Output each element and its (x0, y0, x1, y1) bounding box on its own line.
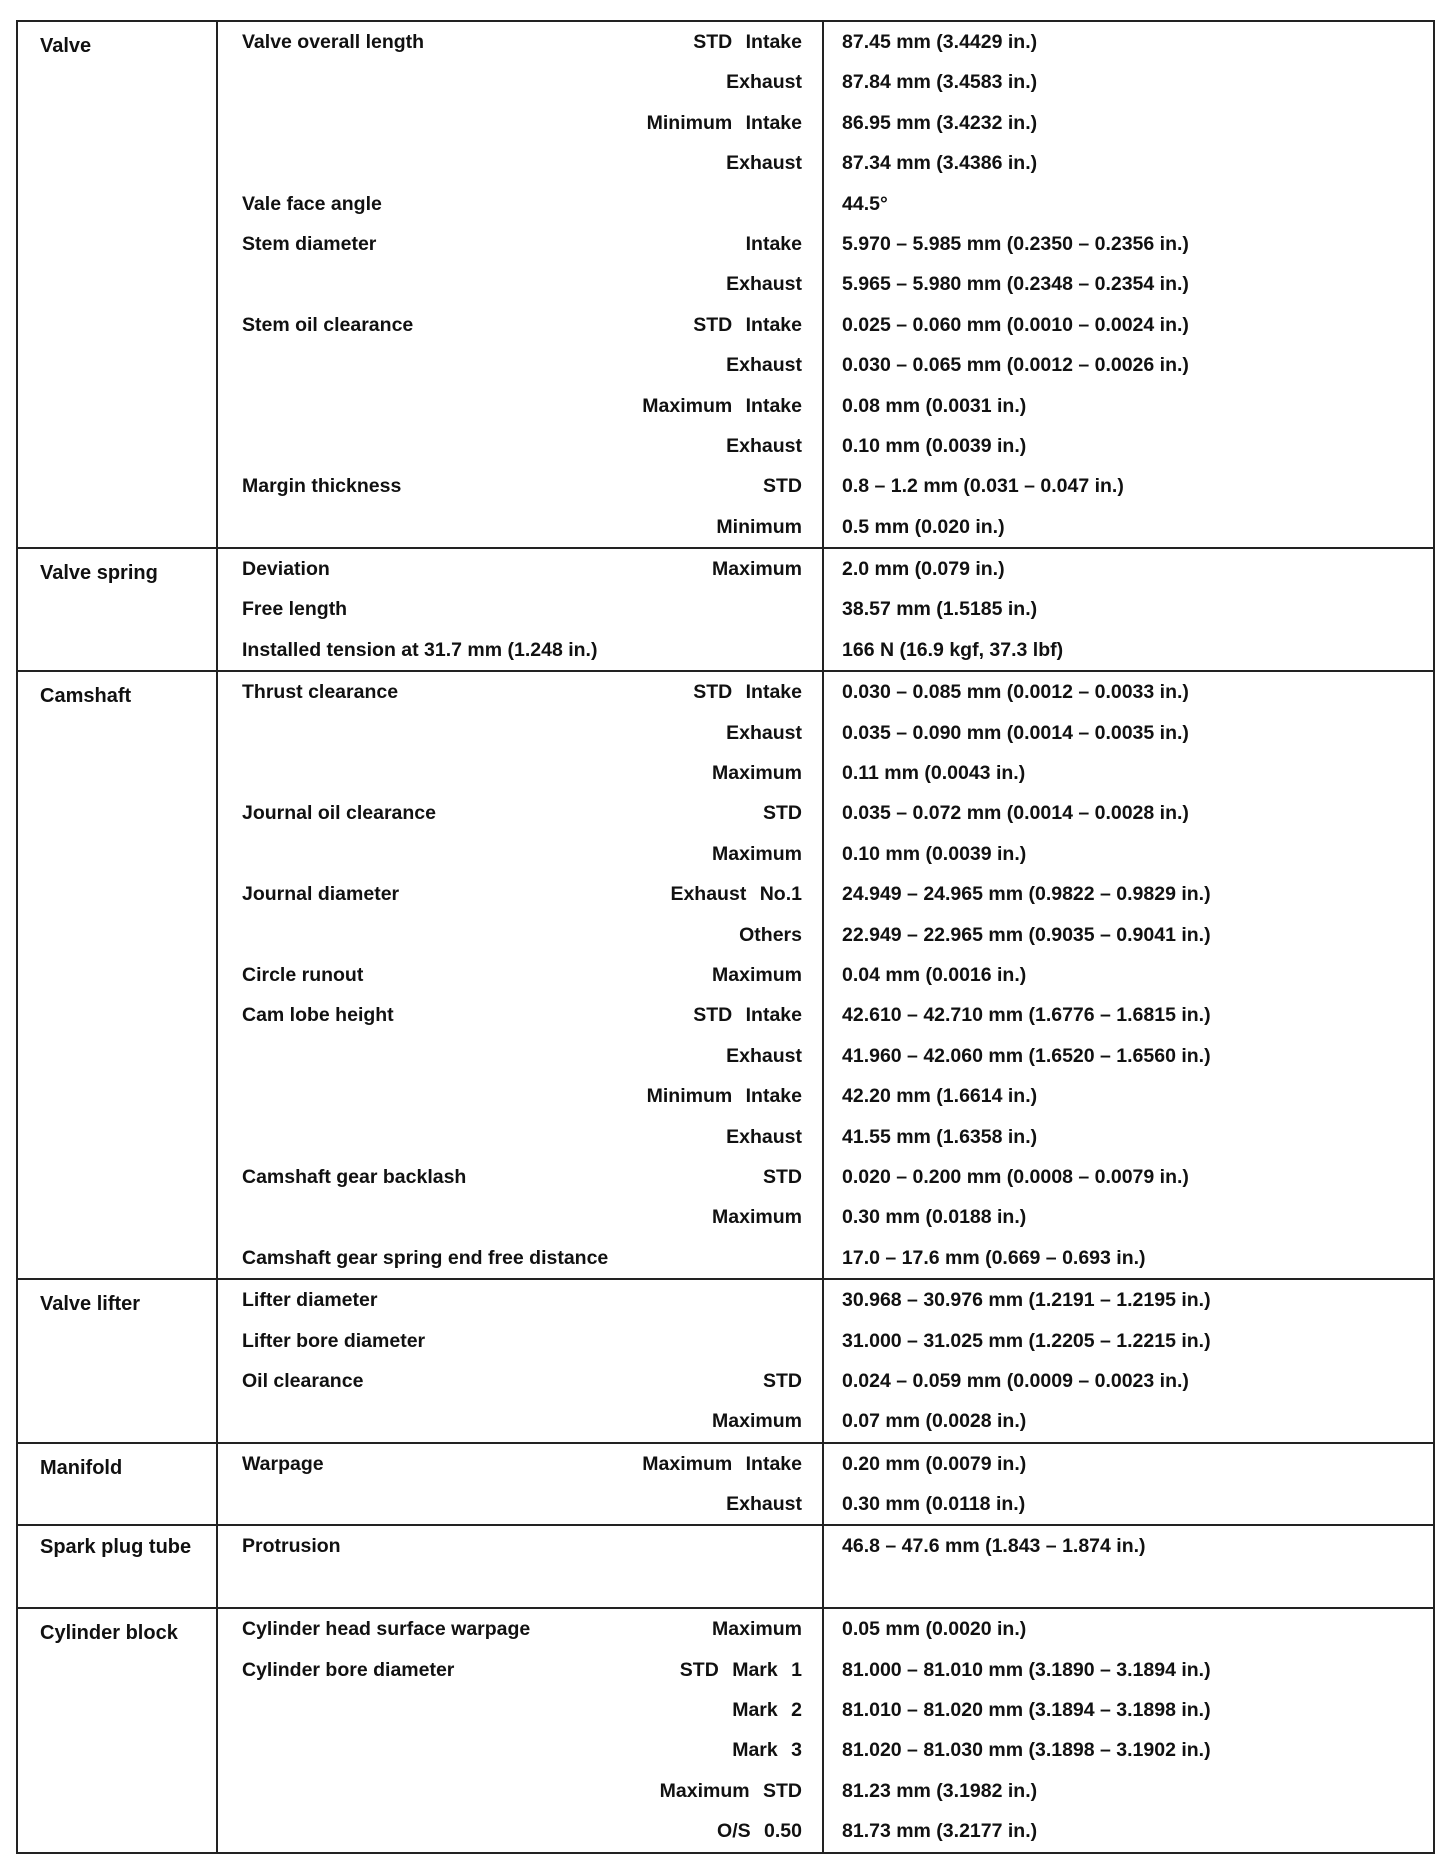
item-line (218, 753, 822, 793)
item-condition: Maximum (712, 558, 802, 581)
spec-value: 17.0 – 17.6 mm (0.669 – 0.693 in.) (842, 1246, 1146, 1269)
item-line (218, 549, 822, 589)
value-column (823, 671, 1434, 1279)
item-line (218, 1690, 822, 1730)
spec-value: 38.57 mm (1.5185 in.) (842, 598, 1038, 621)
item-line (218, 589, 822, 629)
section-row (17, 671, 1434, 1279)
value-column (823, 548, 1434, 671)
item-line (218, 386, 822, 426)
item-label: Deviation (242, 558, 330, 581)
item-label: Warpage (242, 1452, 324, 1475)
section-name: Spark plug tube (17, 1525, 217, 1608)
item-line (218, 1361, 822, 1401)
item-line (218, 1484, 822, 1524)
spec-value: 0.07 mm (0.0028 in.) (842, 1410, 1027, 1433)
item-condition: Maximum Intake (642, 1452, 802, 1475)
item-column (217, 1525, 823, 1608)
spec-value: 5.970 – 5.985 mm (0.2350 – 0.2356 in.) (842, 232, 1189, 255)
item-line (218, 1036, 822, 1076)
spec-value: 86.95 mm (3.4232 in.) (842, 111, 1038, 134)
item-column (217, 548, 823, 671)
section-name: Valve lifter (17, 1279, 217, 1443)
item-line (218, 1157, 822, 1197)
item-column (217, 1608, 823, 1852)
item-condition: STD (763, 475, 802, 498)
item-label: Protrusion (242, 1535, 341, 1558)
item-condition: O/S 0.50 (717, 1820, 802, 1843)
item-label: Journal oil clearance (242, 802, 437, 825)
item-line (218, 1238, 822, 1278)
spec-value: 0.10 mm (0.0039 in.) (842, 434, 1027, 457)
item-line (218, 1811, 822, 1851)
item-label: Valve overall length (242, 31, 425, 53)
item-condition: Mark 3 (732, 1739, 802, 1762)
item-condition: STD Intake (693, 681, 802, 704)
item-label: Stem diameter (242, 232, 377, 255)
item-condition: Intake (745, 232, 802, 255)
item-condition: Others (739, 923, 802, 946)
spec-value: 46.8 – 47.6 mm (1.843 – 1.874 in.) (842, 1535, 1146, 1558)
spec-table (16, 20, 1435, 1854)
item-condition: Exhaust (726, 1044, 802, 1067)
item-line (218, 713, 822, 753)
section-row (17, 1525, 1434, 1608)
spec-value: 0.30 mm (0.0188 in.) (842, 1206, 1027, 1229)
item-column (217, 1279, 823, 1443)
section-name: Cylinder block (17, 1608, 217, 1852)
item-condition: Exhaust (726, 1125, 802, 1148)
spec-value: 0.20 mm (0.0079 in.) (842, 1452, 1027, 1475)
item-condition: Maximum (712, 963, 802, 986)
item-line (218, 466, 822, 506)
spec-value: 30.968 – 30.976 mm (1.2191 – 1.2195 in.) (842, 1289, 1211, 1312)
value-column (823, 1443, 1434, 1526)
item-line (218, 345, 822, 385)
item-line (218, 672, 822, 712)
section-name: Camshaft (17, 671, 217, 1279)
item-condition: Exhaust (726, 273, 802, 296)
spec-value: 0.030 – 0.065 mm (0.0012 – 0.0026 in.) (842, 354, 1189, 377)
item-condition: Exhaust (726, 152, 802, 175)
item-condition: STD (763, 1165, 802, 1188)
section-name: Valve spring (17, 548, 217, 671)
spec-value: 81.000 – 81.010 mm (3.1890 – 3.1894 in.) (842, 1658, 1211, 1681)
item-line (218, 1401, 822, 1441)
item-label: Installed tension at 31.7 mm (1.248 in.) (242, 638, 598, 661)
item-line (218, 22, 822, 62)
item-label: Camshaft gear backlash (242, 1165, 467, 1188)
spec-value: 24.949 – 24.965 mm (0.9822 – 0.9829 in.) (842, 883, 1211, 906)
spec-value: 0.10 mm (0.0039 in.) (842, 842, 1027, 865)
item-label: Cylinder bore diameter (242, 1658, 455, 1681)
item-label: Oil clearance (242, 1369, 364, 1392)
spec-value: 87.84 mm (3.4583 in.) (842, 71, 1038, 94)
item-condition: Maximum (712, 1206, 802, 1229)
item-condition: Maximum Intake (642, 394, 802, 417)
item-label: Cylinder head surface warpage (242, 1618, 531, 1641)
spec-body (17, 21, 1434, 1853)
item-condition: STD Intake (693, 313, 802, 336)
value-column (823, 1279, 1434, 1443)
item-condition: Maximum (712, 762, 802, 785)
item-condition: Minimum Intake (646, 111, 802, 134)
item-condition: Maximum (712, 842, 802, 865)
item-line (218, 793, 822, 833)
spec-value: 41.960 – 42.060 mm (1.6520 – 1.6560 in.) (842, 1044, 1211, 1067)
spec-value: 81.010 – 81.020 mm (3.1894 – 3.1898 in.) (842, 1699, 1211, 1722)
value-column (823, 21, 1434, 548)
spec-value: 0.04 mm (0.0016 in.) (842, 963, 1027, 986)
item-condition: STD Intake (693, 31, 802, 53)
item-line (218, 1730, 822, 1770)
item-line (218, 143, 822, 183)
item-column (217, 671, 823, 1279)
item-label: Lifter bore diameter (242, 1329, 426, 1352)
item-column (217, 1443, 823, 1526)
spec-value: 2.0 mm (0.079 in.) (842, 558, 1005, 581)
spec-value: 0.030 – 0.085 mm (0.0012 – 0.0033 in.) (842, 681, 1189, 704)
spec-value: 31.000 – 31.025 mm (1.2205 – 1.2215 in.) (842, 1329, 1211, 1352)
item-condition: Exhaust (726, 1493, 802, 1516)
spec-value: 0.020 – 0.200 mm (0.0008 – 0.0079 in.) (842, 1165, 1189, 1188)
item-line (218, 507, 822, 547)
item-line (218, 1526, 822, 1566)
spec-value: 0.035 – 0.072 mm (0.0014 – 0.0028 in.) (842, 802, 1189, 825)
item-line (218, 1117, 822, 1157)
item-line (218, 224, 822, 264)
item-line (218, 834, 822, 874)
spec-value: 0.11 mm (0.0043 in.) (842, 762, 1026, 785)
item-label: Stem oil clearance (242, 313, 414, 336)
item-condition: Exhaust (726, 721, 802, 744)
item-line (218, 874, 822, 914)
spec-value: 0.05 mm (0.0020 in.) (842, 1618, 1027, 1641)
spec-value: 87.45 mm (3.4429 in.) (842, 31, 1038, 53)
item-line (218, 995, 822, 1035)
section-row (17, 1443, 1434, 1526)
item-condition: STD Mark 1 (679, 1658, 802, 1681)
spec-value: 41.55 mm (1.6358 in.) (842, 1125, 1038, 1148)
spec-value: 0.024 – 0.059 mm (0.0009 – 0.0023 in.) (842, 1369, 1189, 1392)
item-line (218, 1609, 822, 1649)
section-row (17, 1608, 1434, 1852)
item-line (218, 1197, 822, 1237)
item-line (218, 184, 822, 224)
item-condition: Maximum (712, 1410, 802, 1433)
spec-value: 0.5 mm (0.020 in.) (842, 515, 1005, 538)
item-line (218, 955, 822, 995)
item-line (218, 915, 822, 955)
section-row (17, 21, 1434, 548)
item-label: Journal diameter (242, 883, 400, 906)
spec-value: 42.610 – 42.710 mm (1.6776 – 1.6815 in.) (842, 1004, 1211, 1027)
value-column (823, 1608, 1434, 1852)
value-column (823, 1525, 1434, 1608)
item-column (217, 21, 823, 548)
spec-value: 81.23 mm (3.1982 in.) (842, 1779, 1038, 1802)
item-label: Vale face angle (242, 192, 382, 215)
item-condition: Exhaust (726, 71, 802, 94)
section-name: Manifold (17, 1443, 217, 1526)
item-line (218, 1771, 822, 1811)
spec-value: 5.965 – 5.980 mm (0.2348 – 0.2354 in.) (842, 273, 1189, 296)
item-line (218, 62, 822, 102)
item-line (218, 1280, 822, 1320)
item-line (218, 426, 822, 466)
item-condition: STD (763, 1369, 802, 1392)
section-row (17, 548, 1434, 671)
item-label: Thrust clearance (242, 681, 399, 704)
spec-value: 0.035 – 0.090 mm (0.0014 – 0.0035 in.) (842, 721, 1189, 744)
spec-value (824, 1567, 1433, 1607)
item-line (218, 1650, 822, 1690)
item-line (218, 264, 822, 304)
spec-value: 87.34 mm (3.4386 in.) (842, 152, 1038, 175)
item-condition: Minimum (716, 515, 802, 538)
section-row (17, 1279, 1434, 1443)
item-line (218, 103, 822, 143)
item-line (218, 630, 822, 670)
item-line (218, 1567, 822, 1607)
spec-value: 166 N (16.9 kgf, 37.3 lbf) (842, 638, 1064, 661)
spec-value: 81.020 – 81.030 mm (3.1898 – 3.1902 in.) (842, 1739, 1211, 1762)
item-condition: STD (763, 802, 802, 825)
item-label: Free length (242, 598, 348, 621)
item-condition: Minimum Intake (646, 1085, 802, 1108)
item-line (218, 1321, 822, 1361)
item-line (218, 1444, 822, 1484)
item-label: Circle runout (242, 963, 364, 986)
item-label: Lifter diameter (242, 1289, 378, 1312)
item-label: Cam lobe height (242, 1004, 394, 1027)
item-condition: Exhaust No.1 (670, 883, 802, 906)
item-line (218, 305, 822, 345)
spec-value: 0.025 – 0.060 mm (0.0010 – 0.0024 in.) (842, 313, 1189, 336)
item-label: Margin thickness (242, 475, 402, 498)
item-condition: Exhaust (726, 434, 802, 457)
item-condition: Maximum STD (659, 1779, 802, 1802)
section-name: Valve (17, 21, 217, 548)
spec-value: 0.08 mm (0.0031 in.) (842, 394, 1027, 417)
item-condition: STD Intake (693, 1004, 802, 1027)
item-condition: Exhaust (726, 354, 802, 377)
item-condition: Mark 2 (732, 1699, 802, 1722)
item-line (218, 1076, 822, 1116)
spec-value: 44.5° (842, 192, 888, 215)
spec-value: 22.949 – 22.965 mm (0.9035 – 0.9041 in.) (842, 923, 1211, 946)
spec-value: 81.73 mm (3.2177 in.) (842, 1820, 1038, 1843)
spec-value: 0.8 – 1.2 mm (0.031 – 0.047 in.) (842, 475, 1124, 498)
spec-value: 42.20 mm (1.6614 in.) (842, 1085, 1038, 1108)
item-label: Camshaft gear spring end free distance (242, 1246, 609, 1269)
item-condition: Maximum (712, 1618, 802, 1641)
spec-value: 0.30 mm (0.0118 in.) (842, 1493, 1026, 1516)
